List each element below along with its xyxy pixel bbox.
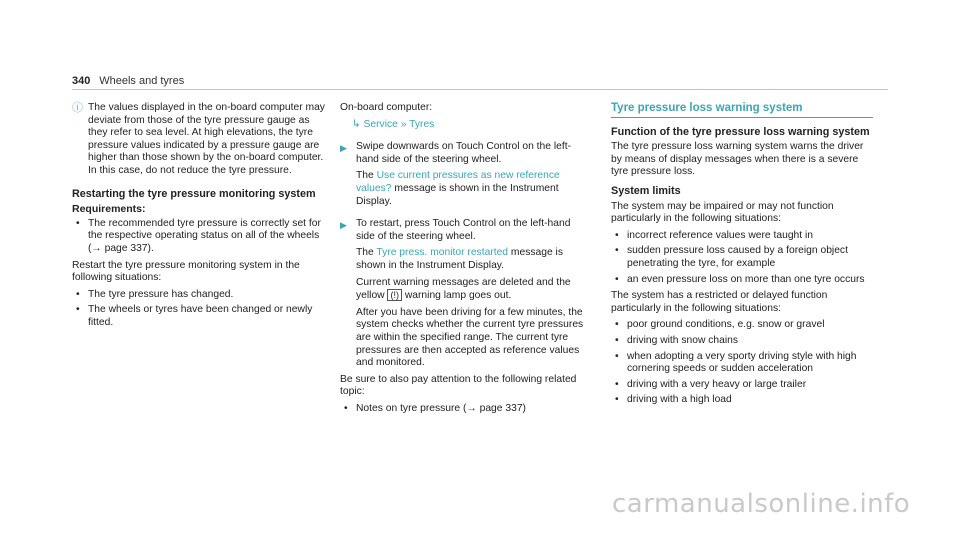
step-arrow-icon: ▶ — [340, 220, 347, 231]
list-item: • poor ground conditions, e.g. snow or gravel — [611, 319, 873, 332]
delay-list — [611, 319, 873, 407]
step2-message — [356, 247, 592, 272]
watermark: carmanualsonline.info — [612, 489, 911, 519]
list-item: • an even pressure loss on more than one tyre occurs — [611, 274, 873, 287]
text-fragment: message is shown in the Instrument Display. — [356, 247, 563, 271]
column-3 — [611, 102, 873, 411]
list-item: • when adopting a very sporty driving style with high cornering speeds or sudden acceleration — [611, 351, 873, 376]
message-link: Use current pressures as new reference values? — [356, 170, 560, 194]
menu-tyres: Tyres — [409, 118, 435, 130]
text-fragment: warning lamp goes out. — [401, 290, 512, 302]
situations-list — [72, 289, 328, 330]
list-item: • incorrect reference values were taught in — [611, 230, 873, 243]
text-fragment: The — [356, 170, 377, 182]
page-number: 340 — [72, 75, 91, 87]
step2-text: To restart, press Touch Control on the left-hand side of the steering wheel. — [356, 218, 571, 242]
list-item: • driving with a very heavy or large trailer — [611, 379, 873, 392]
onboard-label: On-board computer: — [340, 102, 433, 113]
step2-warning — [356, 277, 592, 303]
section-heading: Tyre pressure loss warning system — [611, 102, 873, 118]
page-title: Wheels and tyres — [99, 75, 185, 87]
list-item: • The wheels or tyres have been changed or newly fitted. — [72, 304, 328, 329]
function-text: The tyre pressure loss warning system warns the driver by means of display messages when there is a severe tyre pressure loss. — [611, 141, 864, 178]
requirements-heading: Requirements: — [72, 203, 146, 216]
info-note — [72, 102, 328, 182]
step-1 — [340, 141, 592, 212]
text-fragment: message is shown in the Instrument Display. — [356, 182, 559, 207]
step1-text: Swipe downwards on Touch Control on the left-hand side of the steering wheel. — [356, 141, 572, 165]
step1-message — [356, 170, 592, 208]
list-item: • driving with snow chains — [611, 335, 873, 348]
step-arrow-icon: ▶ — [340, 143, 347, 154]
list-item: • Notes on tyre pressure (→ page 337) — [340, 403, 592, 416]
restart-text: Restart the tyre pressure monitoring system in the following situations: — [72, 259, 300, 284]
column-1 — [72, 102, 328, 334]
note-text: The values displayed in the on-board computer may deviate from those of the tyre pressure gauge as they refer to sea level. At high elevations, the tyre pressure values indicated by a pressure gauge are higher than those shown by the on-board computer. In this case, do not reduce the tyre pressure. — [88, 102, 325, 176]
limits-list — [611, 230, 873, 286]
delay-text: The system has a restricted or delayed function particularly in the following situations: — [611, 290, 828, 314]
related-text: Be sure to also pay attention to the following related topic: — [340, 373, 577, 398]
function-heading: Function of the tyre pressure loss warning system — [611, 125, 870, 138]
text-fragment: The — [356, 247, 377, 259]
list-item: • driving with a high load — [611, 394, 873, 407]
menu-arrow-icon: ↳ — [352, 118, 361, 130]
step-2 — [340, 218, 592, 374]
restart-heading: Restarting the tyre pressure monitoring system — [72, 187, 316, 200]
text-fragment: Current warning messages are deleted and the yellow — [356, 276, 571, 302]
page-header — [72, 75, 888, 90]
list-item: • sudden pressure loss caused by a foreign object penetrating the tyre, for example — [611, 245, 873, 270]
requirements-list — [72, 218, 328, 256]
warning-lamp-icon: (!) — [387, 289, 402, 301]
menu-chevron-icon: » — [400, 118, 407, 130]
limits-heading: System limits — [611, 184, 681, 197]
list-item: • The recommended tyre pressure is correctly set for the respective operating status on all of the wheels (→ page 337). — [72, 218, 328, 256]
column-2 — [340, 102, 592, 419]
list-item: • The tyre pressure has changed. — [72, 289, 328, 302]
limits-text: The system may be impaired or may not function particularly in the following situations: — [611, 200, 834, 225]
step2-monitor: After you have been driving for a few minutes, the system checks whether the current tyre pressures are within the specified range. The current tyre pressures are then accepted as reference values and monitored. — [356, 306, 584, 369]
related-list — [340, 403, 592, 416]
menu-service: Service — [363, 118, 398, 130]
message-link: Tyre press. monitor restarted — [376, 247, 509, 259]
menu-path — [352, 119, 592, 132]
info-icon: ⓘ — [72, 102, 83, 114]
